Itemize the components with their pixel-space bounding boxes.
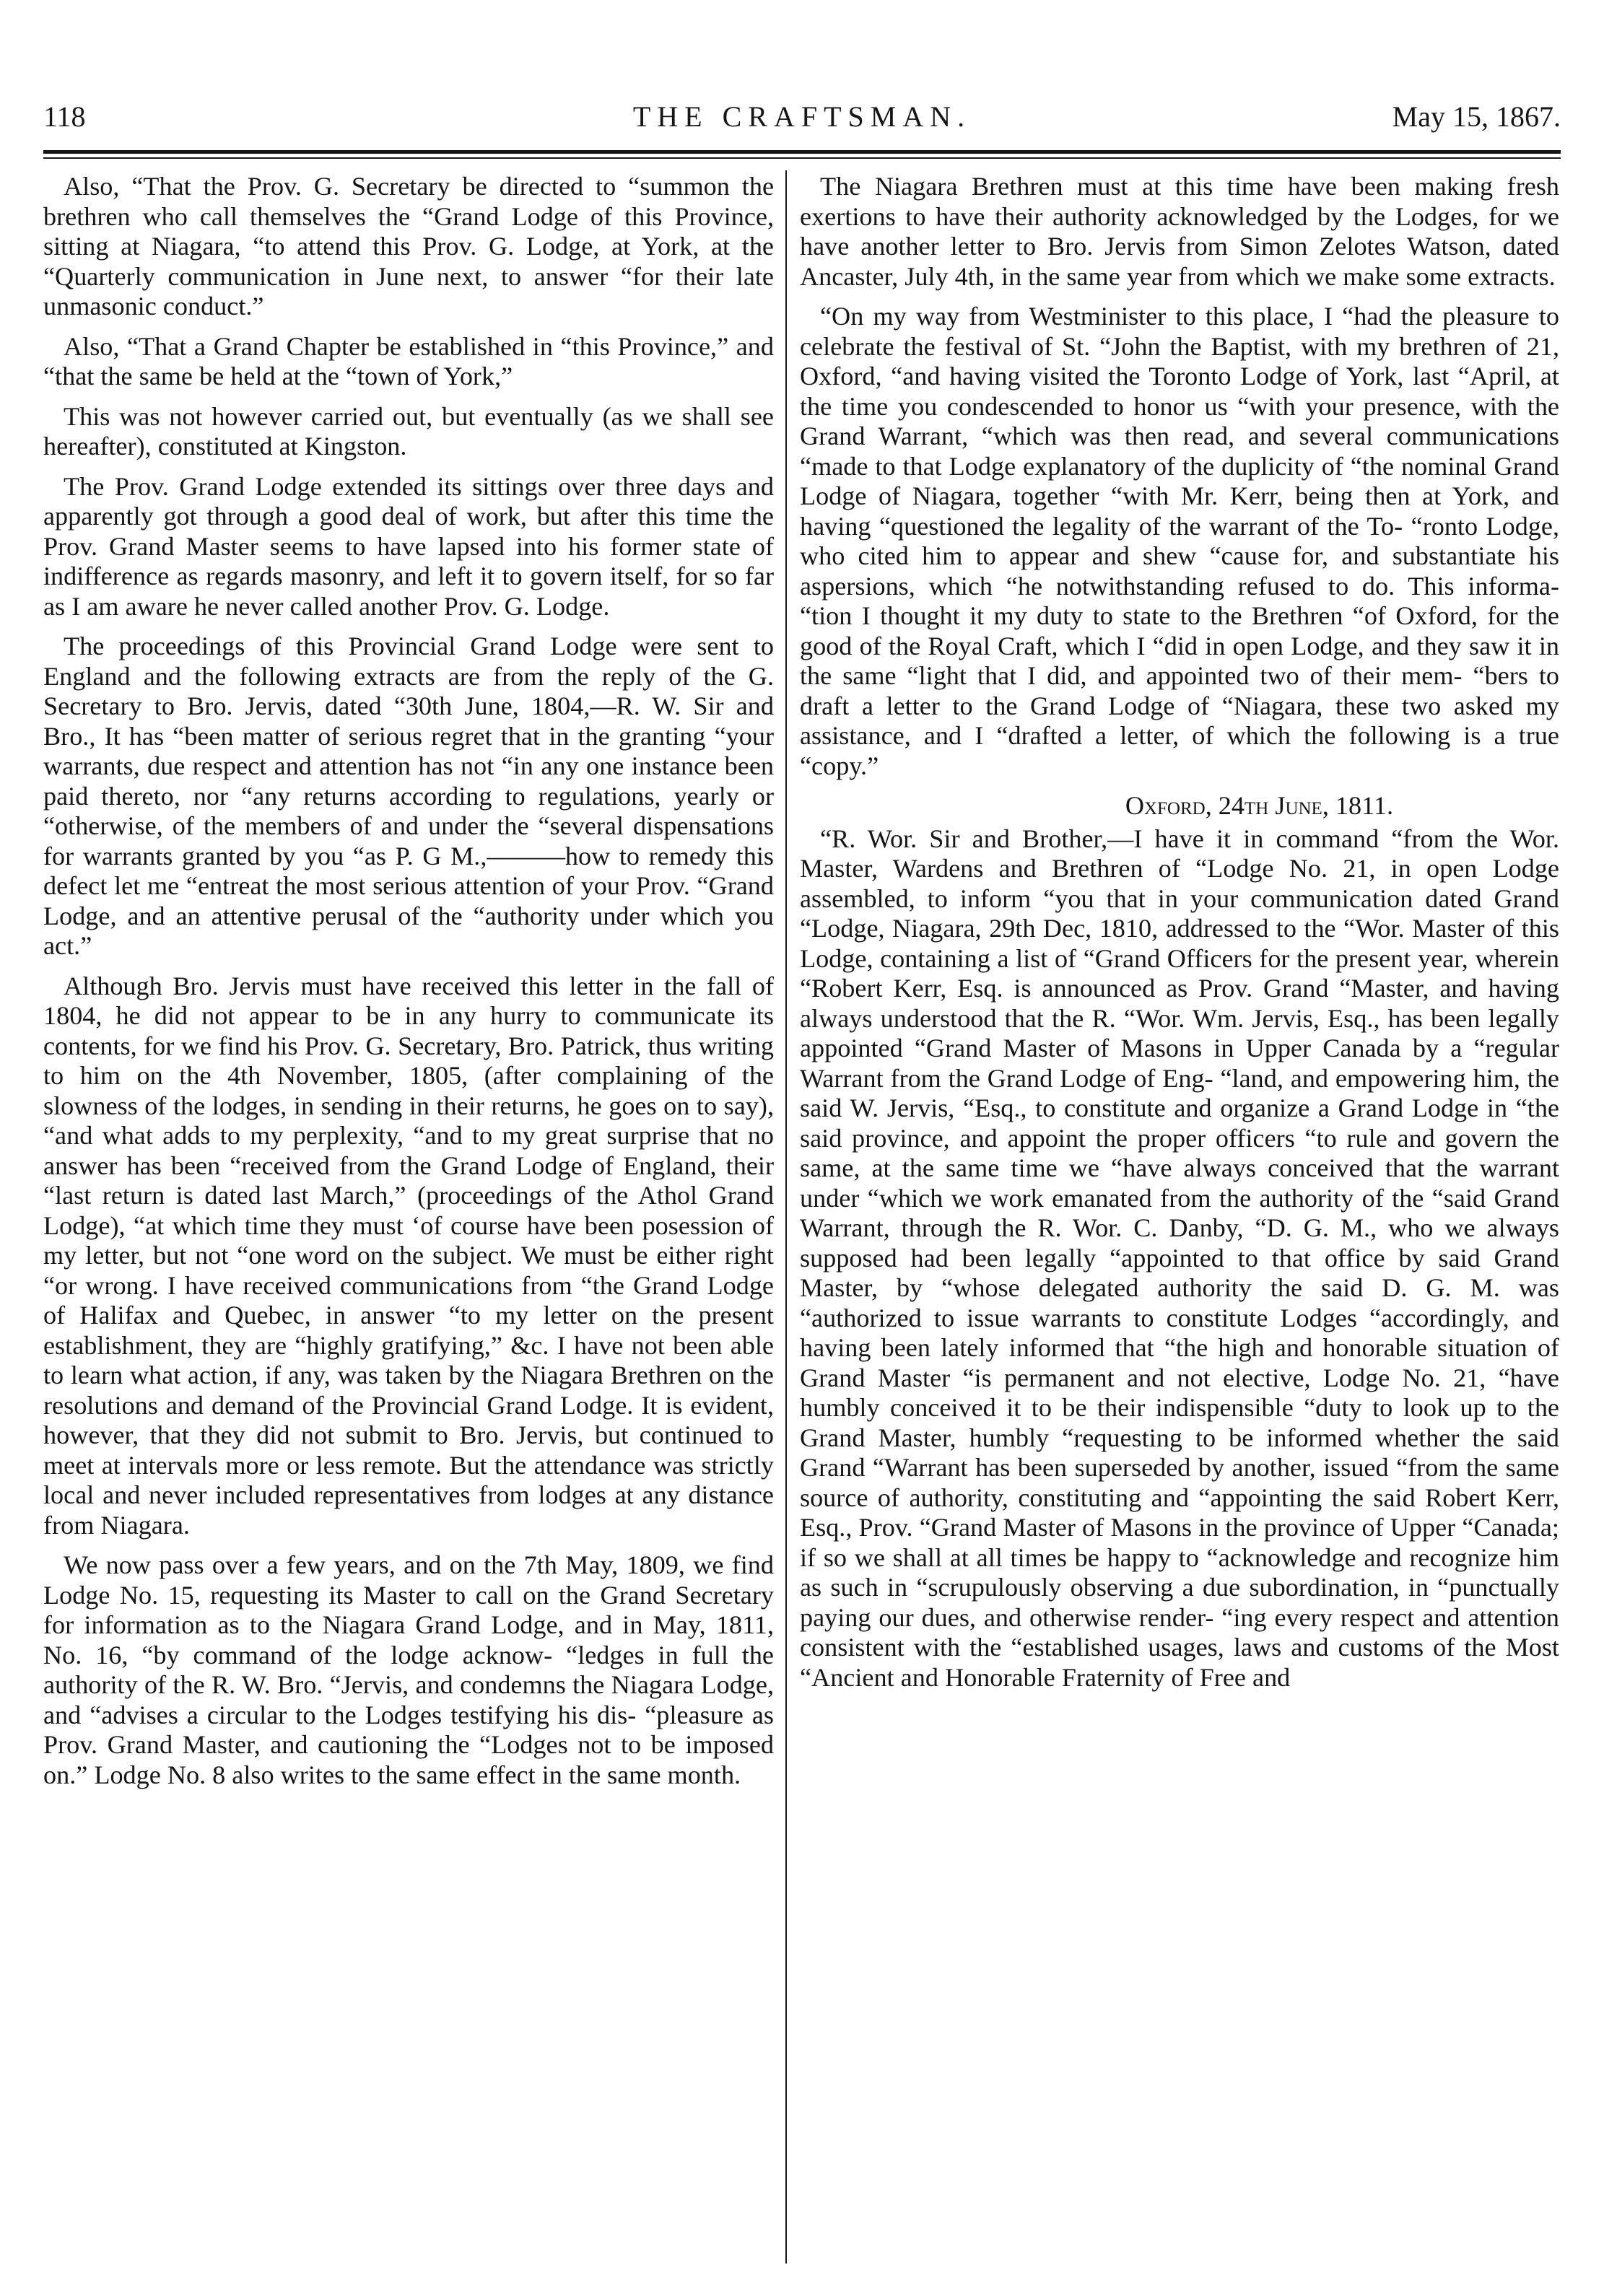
paragraph: This was not however carried out, but eventually (as we shall see hereafter), constituted at Kingston. (43, 401, 774, 460)
paragraph: We now pass over a few years, and on the 7th May, 1809, we find Lodge No. 15, requesting its Master to call on the Grand Secretary for information as to the Niagara Grand Lodge, and in May, 1811, No. 16, “by command of the lodge acknow- “ledges in full the authority of the R. W. Bro. “Jervis, and condemns the Niagara Lodge, and “advises a circular to the Lodges testifying his dis- “pleasure as Prov. Grand Master, and cautioning the “Lodges not to be imposed on.” Lodge No. 8 also writes to the same effect in the same month. (43, 1550, 774, 1789)
paragraph: “R. Wor. Sir and Brother,—I have it in command “from the Wor. Master, Wardens and Brethren of “Lodge No. 21, in open Lodge assembled, to inform “you that in your communication dated Grand “Lodge, Niagara, 29th Dec, 1810, addressed to the “Wor. Master of this Lodge, containing a list of “Grand Officers for the present year, wherein “Robert Kerr, Esq. is announced as Prov. Grand “Master, and having always understood that the R. “Wor. Wm. Jervis, Esq., has been legally appointed “Grand Master of Masons in Upper Canada by a “regular Warrant from the Grand Lodge of Eng- “land, and empowering him, the said W. Jervis, “Esq., to constitute and organize a Grand Lodge in “the said province, and appoint the proper officers “to rule and govern the same, at the same time we “have always conceived that the warrant under “which we work emanated from the authority of the “said Grand Warrant, through the R. Wor. C. Danby, “D. G. M., who we always supposed had been legally “appointed to that office by said Grand Master, by “whose delegated authority the said D. G. M. was “authorized to issue warrants to constitute Lodges “accordingly, and having been lately informed that “the high and honorable situation of Grand Master “is permanent and not elective, Lodge No. 21, “have humbly conceived it to be their indispensible “duty to look up to the Grand Master, humbly “requesting to be informed whether the said Grand “Warrant has been superseded by another, issued “from the same source of authority, constituting and “appointing the said Robert Kerr, Esq., Prov. “Grand Master of Masons in the province of Upper “Canada; if so we shall at all times be happy to “acknowledge and recognize him as such in “scrupulously observing a due subordination, in “punctually paying our dues, and otherwise render- “ing every respect and attention consistent with the “established usages, laws and customs of the Most “Ancient and Honorable Fraternity of Free and (800, 824, 1559, 1692)
paragraph: The Prov. Grand Lodge extended its sittings over three days and apparently got through a good deal of work, but after this time the Prov. Grand Master seems to have lapsed into his former state of indifference as regards masonry, and left it to govern itself, for so far as I am aware he never called another Prov. G. Lodge. (43, 471, 774, 621)
page-header (43, 100, 1561, 143)
issue-date: May 15, 1867. (1392, 100, 1561, 133)
paragraph: Also, “That a Grand Chapter be established in “this Province,” and “that the same be held at the “town of York,” (43, 331, 774, 390)
paragraph: “On my way from Westminister to this place, I “had the pleasure to celebrate the festival of St. “John the Baptist, with my brethren of 21, Oxford, “and having visited the Toronto Lodge of York, last “April, at the time you condescended to honor us “with your presence, with the Grand Warrant, “which was then read, and several communications “made to that Lodge explanatory of the duplicity of “the nominal Grand Lodge of Niagara, together “with Mr. Kerr, being then at York, and having “questioned the legality of the warrant of the To- “ronto Lodge, who cited him to appear and shew “cause for, and substantiate his aspersions, which “he notwithstanding refused to do. This informa- “tion I thought it my duty to state to the Brethren “of Oxford, for the good of the Royal Craft, which I “did in open Lodge, and they saw it in the same “light that I did, and appointed two of their mem- “bers to draft a letter to the Grand Lodge of “Niagara, these two asked my assistance, and I “drafted a letter, of which the following is a true “copy.” (800, 302, 1559, 780)
journal-title: THE CRAFTSMAN. (632, 100, 972, 133)
header-rule-thin (43, 157, 1561, 159)
paragraph: The proceedings of this Provincial Grand Lodge were sent to England and the following extracts are from the reply of the G. Secretary to Bro. Jervis, dated “30th June, 1804,—R. W. Sir and Bro., It has “been matter of serious regret that in the granting “your warrants, due respect and attention has not “in any one instance been paid thereto, nor “any returns according to regulations, yearly or “otherwise, of the members of and under the “several dispensations for warrants granted by you “as P. G M.,———how to remedy this defect let me “entreat the most serious attention of your Prov. “Grand Lodge, and an attentive perusal of the “authority under which you act.” (43, 632, 774, 960)
left-column (43, 172, 774, 1800)
letter-place-date: Oxford, 24th June, 1811. (1125, 791, 1393, 820)
right-column (800, 172, 1559, 1703)
paragraph: Although Bro. Jervis must have received this letter in the fall of 1804, he did not appear to be in any hurry to communicate its contents, for we find his Prov. G. Secretary, Bro. Patrick, thus writing to him on the 4th November, 1805, (after complaining of the slowness of the lodges, in sending in their returns, he goes on to say), “and what adds to my perplexity, “and to my great surprise that no answer has been “received from the Grand Lodge of England, their “last return is dated last March,” (proceedings of the Athol Grand Lodge), “at which time they must ‘of course have been posession of my letter, but not “one word on the subject. We must be either right “or wrong. I have received communications from “the Grand Lodge of Halifax and Quebec, in answer “to my letter on the present establishment, they are “highly gratifying,” &c. I have not been able to learn what action, if any, was taken by the Niagara Brethren on the resolutions and demand of the Provincial Grand Lodge. It is evident, however, that they did not submit to Bro. Jervis, but continued to meet at intervals more or less remote. But the attendance was strictly local and never included representatives from lodges at any distance from Niagara. (43, 971, 774, 1540)
header-rule-thick (43, 150, 1561, 154)
page-number: 118 (43, 100, 86, 133)
column-divider (785, 170, 787, 2264)
paragraph: Also, “That the Prov. G. Secretary be directed to “summon the brethren who call themselves the “Grand Lodge of this Province, sitting at Niagara, “to attend this Prov. G. Lodge, at York, at the “Quarterly communication in June next, to answer “for their late unmasonic conduct.” (43, 172, 774, 320)
paragraph: The Niagara Brethren must at this time have been making fresh exertions to have their authority acknowledged by the Lodges, for we have another letter to Bro. Jervis from Simon Zelotes Watson, dated Ancaster, July 4th, in the same year from which we make some extracts. (800, 172, 1559, 291)
